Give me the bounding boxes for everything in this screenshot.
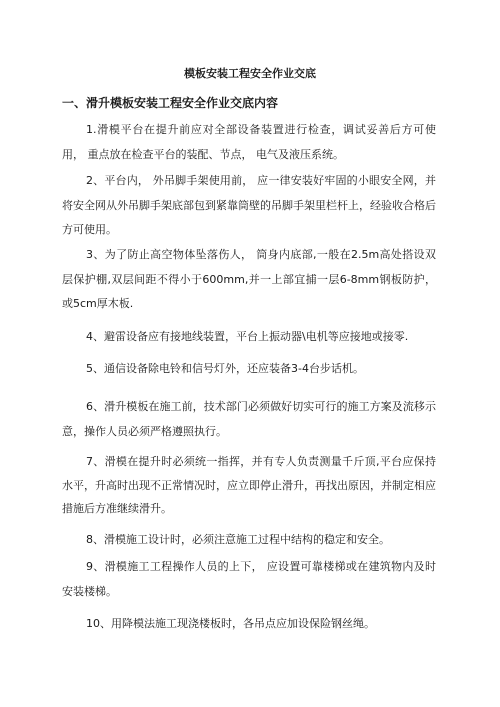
paragraph-7: 7、滑模在提升时必须统一指挥，并有专人负责测量千斤顶,平台应保持水平，升高时出现不正常情况时，应立即停止滑升，再找出原因，并制定相应措施后方准继续滑升。 bbox=[62, 455, 436, 515]
paragraph-6: 6、滑升模板在施工前，技术部门必须做好切实可行的施工方案及流移示意，操作人员必须严格遵照执行。 bbox=[62, 400, 436, 438]
section-heading: 一、滑升模板安装工程安全作业交底内容 bbox=[62, 96, 279, 110]
paragraph-8: 8、滑模施工设计时，必须注意施工过程中结构的稳定和安全。 bbox=[86, 533, 390, 546]
paragraph-9: 9、滑模施工工程操作人员的上下， 应设置可靠楼梯或在建筑物内及时安装楼梯。 bbox=[62, 560, 436, 598]
paragraph-5: 5、通信设备除电铃和信号灯外，还应装备3-4台步话机。 bbox=[86, 362, 364, 375]
paragraph-10: 10、用降模法施工现浇楼板时，各吊点应加设保险钢丝绳。 bbox=[86, 617, 375, 630]
paragraph-1: 1.滑模平台在提升前应对全部设备装置进行检查，调试妥善后方可使用， 重点放在检查平台的装配、节点， 电气及液压系统。 bbox=[62, 123, 436, 161]
paragraph-4: 4、避雷设备应有接地线装置，平台上振动器\电机等应接地或接零. bbox=[86, 330, 409, 343]
document-title: 模板安装工程安全作业交底 bbox=[184, 67, 316, 80]
paragraph-2: 2、平台内， 外吊脚手架使用前， 应一律安装好牢固的小眼安全网，并将安全网从外吊脚手架底部包到紧靠筒壁的吊脚手架里栏杆上，经验收合格后方可使用。 bbox=[62, 174, 436, 236]
paragraph-3: 3、为了防止高空物体坠落伤人， 筒身内底部,一般在2.5m高处搭设双层保护棚,双层间距不得小于600mm,并一上部宜捕一层6-8mm钢板防护，或5cm厚木板. bbox=[62, 248, 436, 310]
